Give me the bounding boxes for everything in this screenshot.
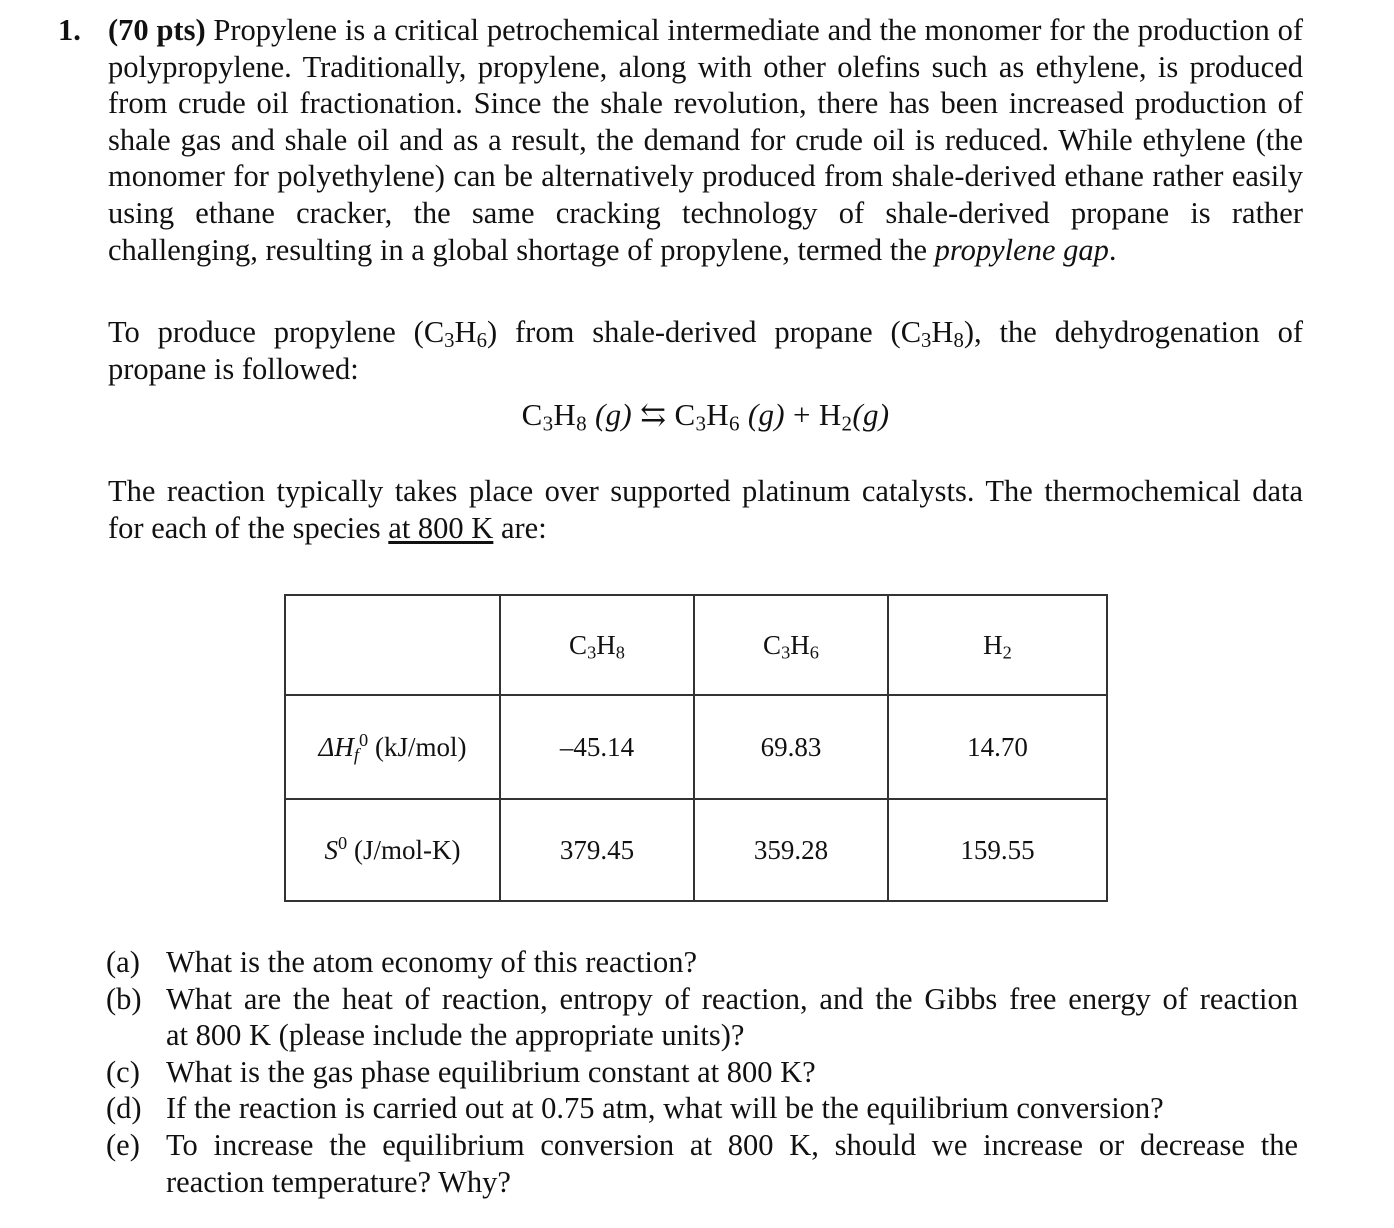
- header-c3h8: [500, 595, 694, 695]
- question-e-label: (e): [106, 1127, 140, 1162]
- entropy-c3h8: 379.45: [500, 799, 694, 901]
- header-c3h6: [694, 595, 888, 695]
- h0-base: C: [569, 629, 588, 660]
- enthalpy-sub: f: [353, 744, 360, 765]
- question-c-text: What is the gas phase equilibrium constant at 800 K?: [166, 1054, 816, 1089]
- eq-reactant-phase: (g): [595, 397, 633, 433]
- h0-s2: 8: [615, 642, 625, 663]
- question-b: [106, 981, 1298, 1054]
- entropy-units: (J/mol-K): [347, 834, 461, 865]
- equilibrium-arrow-icon: ⇆: [640, 397, 667, 433]
- enthalpy-label: [285, 695, 500, 799]
- eq-product2-h: H: [818, 397, 842, 433]
- eq-product1-phase: (g): [747, 397, 785, 433]
- question-b-text: [166, 981, 1298, 1054]
- question-a-label: (a): [106, 945, 140, 979]
- header-h2: [888, 595, 1107, 695]
- entropy-sup: 0: [338, 832, 348, 853]
- enthalpy-c3h8: –45.14: [500, 695, 694, 799]
- para2-sub3: 3: [921, 330, 932, 353]
- enthalpy-symbol: ΔH: [318, 731, 354, 762]
- h1-s2: 6: [809, 642, 819, 663]
- para2-text-e: ), the dehydrogenation of propane is followed:: [108, 315, 1303, 386]
- eq-reactant-sub1: 3: [542, 411, 554, 436]
- points-label: (70 pts): [108, 13, 206, 47]
- eq-reactant-c: C: [521, 397, 543, 433]
- table-corner-cell: [285, 595, 500, 695]
- question-d-text: If the reaction is carried out at 0.75 atm, what will be the equilibrium conversion?: [166, 1091, 1164, 1126]
- question-e-line1: To increase the equilibrium conversion at 800 K, should we increase or decrease the: [166, 1127, 1298, 1162]
- enthalpy-units: (kJ/mol): [368, 731, 467, 762]
- h2-base: H: [983, 629, 1003, 660]
- eq-product1-sub1: 3: [695, 411, 707, 436]
- eq-plus: +: [792, 397, 811, 433]
- eq-reactant-h: H: [553, 397, 577, 433]
- problem-number: 1.: [58, 13, 81, 47]
- dehydrogenation-paragraph: [108, 314, 1303, 387]
- question-e: [106, 1127, 1298, 1200]
- entropy-label: [285, 799, 500, 901]
- para3-text-a: The reaction typically takes place over supported platinum catalysts. The thermochemical data for each of the species: [108, 474, 1303, 545]
- question-list: [106, 944, 1298, 1200]
- entropy-c3h6: 359.28: [694, 799, 888, 901]
- entropy-symbol: S: [324, 834, 339, 865]
- enthalpy-sup: 0: [359, 729, 369, 750]
- table-row-entropy: [285, 799, 1107, 901]
- para2-text-a: To produce propylene (C: [108, 315, 445, 350]
- para2-sub1: 3: [444, 330, 455, 353]
- eq-product2-sub: 2: [841, 411, 853, 436]
- question-d: [106, 1090, 1298, 1127]
- eq-product1-sub2: 6: [728, 411, 740, 436]
- para3-text-b: are:: [493, 510, 547, 545]
- para2-sub4: 8: [953, 330, 964, 353]
- h0-s1: 3: [587, 642, 597, 663]
- eq-product2-phase: (g): [852, 397, 890, 433]
- para3-underlined: at 800 K: [388, 510, 494, 545]
- para2-text-d: H: [931, 315, 954, 350]
- h1-mid: H: [790, 629, 810, 660]
- question-e-text: [166, 1127, 1298, 1200]
- eq-product1-c: C: [674, 397, 696, 433]
- question-e-line2: reaction temperature? Why?: [166, 1164, 511, 1199]
- enthalpy-h2: 14.70: [888, 695, 1107, 799]
- question-b-label: (b): [106, 981, 142, 1016]
- h1-base: C: [763, 629, 782, 660]
- question-a: [106, 944, 1298, 981]
- intro-end: .: [1108, 232, 1117, 267]
- reaction-equation: [108, 395, 1303, 435]
- question-b-line2: at 800 K (please include the appropriate units)?: [166, 1018, 745, 1053]
- question-d-label: (d): [106, 1091, 142, 1126]
- para2-sub2: 6: [476, 330, 487, 353]
- eq-product1-h: H: [706, 397, 729, 433]
- question-a-text: What is the atom economy of this reaction?: [166, 945, 698, 979]
- para2-text-b: H: [454, 315, 477, 350]
- h2-s1: 2: [1002, 642, 1012, 663]
- intro-term: propylene gap: [934, 232, 1109, 267]
- intro-paragraph: [108, 12, 1303, 268]
- enthalpy-c3h6: 69.83: [694, 695, 888, 799]
- entropy-h2: 159.55: [888, 799, 1107, 901]
- thermo-data-paragraph: [108, 473, 1303, 546]
- table-header-row: [285, 595, 1107, 695]
- table-row-enthalpy: [285, 695, 1107, 799]
- h0-mid: H: [596, 629, 616, 660]
- problem-1: [58, 12, 1303, 547]
- question-c: [106, 1054, 1298, 1091]
- intro-text: Propylene is a critical petrochemical intermediate and the monomer for the production of polypropylene. Traditionally, propylene, along with other olefins such as ethylene, is produced from crude oil fractionation. Since the shale revolution, there has been increased production of shale gas and shale oil and as a result, the demand for crude oil is reduced. While ethylene (the monomer for polyethylene) can be alternatively produced from shale-derived ethane rather easily using ethane cracker, the same cracking technology of shale-derived propane is rather challenging, resulting in a global shortage of propylene, termed the: [108, 13, 1303, 267]
- h1-s1: 3: [781, 642, 791, 663]
- question-c-label: (c): [106, 1054, 140, 1089]
- thermochemical-table: [284, 594, 1108, 902]
- eq-reactant-sub2: 8: [576, 411, 587, 436]
- question-b-line1: What are the heat of reaction, entropy of reaction, and the Gibbs free energy of reaction: [166, 981, 1298, 1016]
- para2-text-c: ) from shale-derived propane (C: [486, 315, 922, 350]
